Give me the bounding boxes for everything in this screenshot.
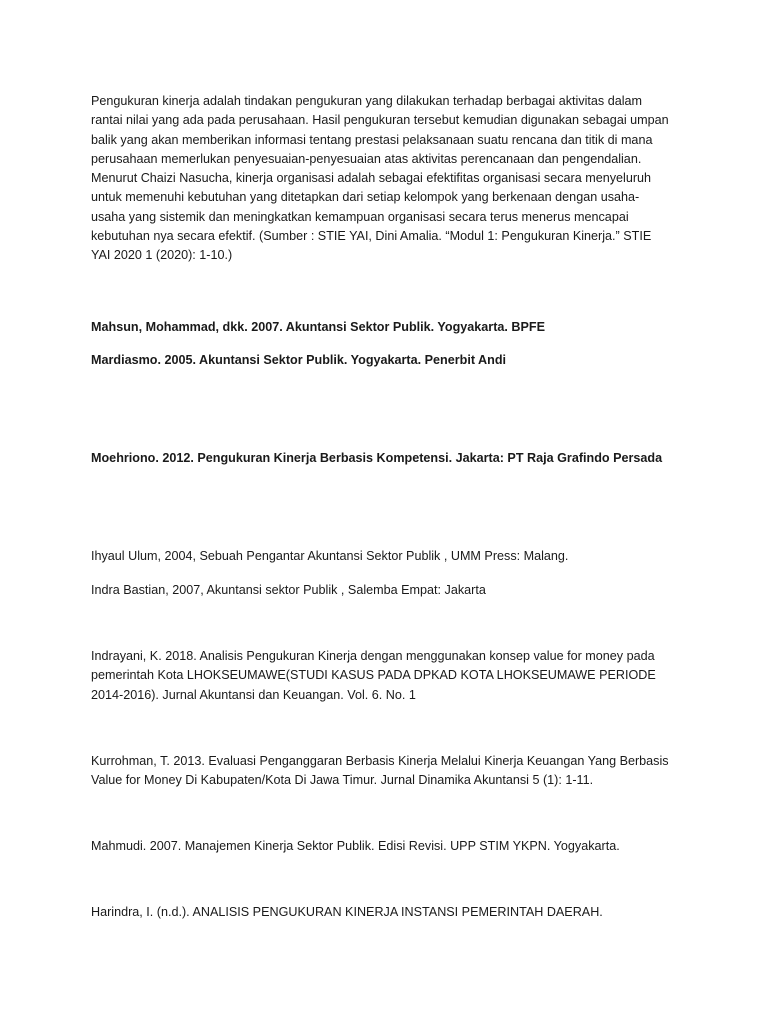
- intro-paragraph: Pengukuran kinerja adalah tindakan pengukuran yang dilakukan terhadap berbagai aktivitas dalam rantai nilai yang ada pada perusahaan. Hasil pengukuran tersebut kemudian digunakan sebagai umpan balik yang akan memberikan informasi tentang prestasi pelaksanaan suatu rencana dan titik di mana perusahaan memerlukan penyesuaian-penyesuaian atas aktivitas perencanaan dan pengendalian. Menurut Chaizi Nasucha, kinerja organisasi adalah sebagai efektifitas organisasi secara menyeluruh untuk memenuhi kebutuhan yang ditetapkan dari setiap kelompok yang berkenaan dengan usaha-usaha yang sistemik dan meningkatkan kemampuan organisasi secara terus menerus mencapai kebutuhan nya secara efektif. (Sumber : STIE YAI, Dini Amalia. “Modul 1: Pengukuran Kinerja.” STIE YAI 2020 1 (2020): 1-10.): [91, 94, 669, 263]
- reference-item: Harindra, I. (n.d.). ANALISIS PENGUKURAN KINERJA INSTANSI PEMERINTAH DAERAH.: [91, 905, 603, 919]
- reference-item: Ihyaul Ulum, 2004, Sebuah Pengantar Akuntansi Sektor Publik , UMM Press: Malang.: [91, 549, 569, 563]
- reference-item: Indra Bastian, 2007, Akuntansi sektor Publik , Salemba Empat: Jakarta: [91, 583, 486, 597]
- reference-item: Kurrohman, T. 2013. Evaluasi Penganggaran Berbasis Kinerja Melalui Kinerja Keuangan Yang Berbasis Value for Money Di Kabupaten/Kota Di Jawa Timur. Jurnal Dinamika Akuntansi 5 (1): 1-11.: [91, 754, 669, 788]
- reference-item: Mahmudi. 2007. Manajemen Kinerja Sektor Publik. Edisi Revisi. UPP STIM YKPN. Yogyakarta.: [91, 839, 620, 853]
- reference-item: Moehriono. 2012. Pengukuran Kinerja Berbasis Kompetensi. Jakarta: PT Raja Grafindo Persada: [91, 451, 663, 465]
- reference-item: Mardiasmo. 2005. Akuntansi Sektor Publik. Yogyakarta. Penerbit Andi: [91, 353, 507, 367]
- reference-item: Indrayani, K. 2018. Analisis Pengukuran Kinerja dengan menggunakan konsep value for money pada pemerintah Kota LHOKSEUMAWE(STUDI KASUS PADA DPKAD KOTA LHOKSEUMAWE PERIODE 2014-2016). Jurnal Akuntansi dan Keuangan. Vol. 6. No. 1: [91, 649, 656, 702]
- reference-item: Mahsun, Mohammad, dkk. 2007. Akuntansi Sektor Publik. Yogyakarta. BPFE: [91, 320, 545, 334]
